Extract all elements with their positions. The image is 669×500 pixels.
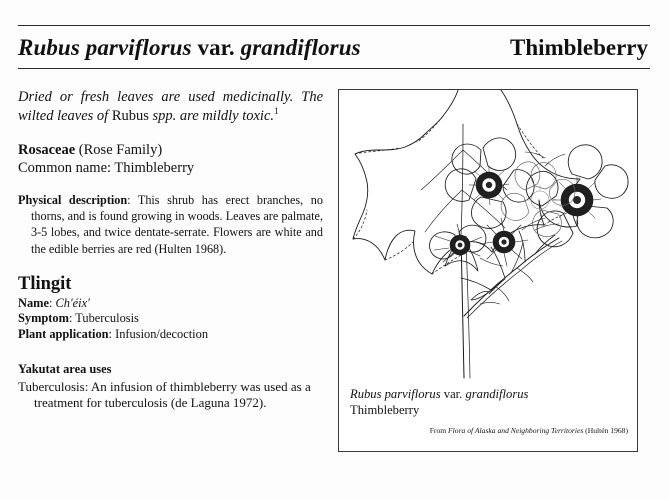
illustration-source-credit <box>350 426 628 436</box>
caption-common-name: Thimbleberry <box>350 403 420 417</box>
header-var-label: var. <box>197 35 235 60</box>
common-name-value: Thimbleberry <box>114 160 195 176</box>
family-line <box>18 141 323 159</box>
tlingit-row-application <box>18 327 323 343</box>
classification-block <box>18 141 323 177</box>
illustration-panel <box>338 89 638 452</box>
illustration-caption <box>350 386 628 418</box>
tlingit-name-value: Ch'éix' <box>55 295 90 310</box>
tlingit-symptom-value: Tuberculosis <box>75 311 139 326</box>
tlingit-application-label: Plant application <box>18 327 109 341</box>
yakutat-section-heading: Yakutat area uses <box>18 361 112 376</box>
caption-scientific-name <box>350 386 628 402</box>
intro-text-part2: spp. are mildly toxic. <box>148 107 275 124</box>
tlingit-application-separator: : <box>108 327 112 341</box>
page-title-scientific-name <box>18 35 361 61</box>
family-english: (Rose Family) <box>78 142 163 158</box>
intro-paragraph <box>18 88 323 125</box>
physical-description-paragraph <box>18 192 323 257</box>
caption-var-label: var. <box>440 387 466 401</box>
intro-text-part1: Dried or fresh leaves are used medicinally. The wilted leaves of <box>18 89 323 124</box>
page-title-common-name: Thimbleberry <box>510 35 648 60</box>
header-rule-top <box>18 25 650 26</box>
tlingit-application-value: Infusion/decoction <box>115 327 209 341</box>
intro-genus-roman: Rubus <box>111 107 149 124</box>
source-title: Flora of Alaska and Neighboring Territories <box>448 426 584 435</box>
physical-description-label: Physical description <box>18 193 128 207</box>
physical-description-separator: : <box>127 193 131 207</box>
source-suffix: (Hultén 1968) <box>583 426 628 435</box>
page-header <box>18 30 650 66</box>
physical-description-text: This shrub has erect branches, no thorns, and is found growing in woods. Leaves are palmate, 3-5 lobes, and twice dentate-serrate. Flowers are white and the edible berries are red (Hulten 1968). <box>31 193 323 256</box>
common-name-line <box>18 159 323 177</box>
tlingit-section-heading: Tlingit <box>18 273 72 294</box>
header-genus-species: Rubus parviflorus <box>18 35 192 60</box>
yakutat-body-text: Tuberculosis: An infusion of thimbleberry was used as a treatment for tuberculosis (de Laguna 1972). <box>18 378 311 410</box>
tlingit-symptom-label: Symptom <box>18 311 69 326</box>
common-name-label: Common name: <box>18 160 112 176</box>
source-prefix: From <box>429 426 449 435</box>
family-name: Rosaceae <box>18 142 76 158</box>
thimbleberry-line-drawing-icon <box>339 90 637 380</box>
caption-genus-species: Rubus parviflorus <box>350 387 441 401</box>
tlingit-name-separator: : <box>48 295 53 310</box>
left-text-column <box>18 88 323 411</box>
tlingit-name-label: Name <box>18 295 49 310</box>
tlingit-symptom-separator: : <box>68 311 73 326</box>
tlingit-row-name <box>18 296 323 312</box>
intro-footnote-marker: 1 <box>274 106 279 117</box>
header-variety: grandiflorus <box>240 35 361 60</box>
header-rule-bottom <box>18 68 650 69</box>
caption-variety: grandiflorus <box>465 387 529 401</box>
tlingit-row-symptom <box>18 311 323 327</box>
